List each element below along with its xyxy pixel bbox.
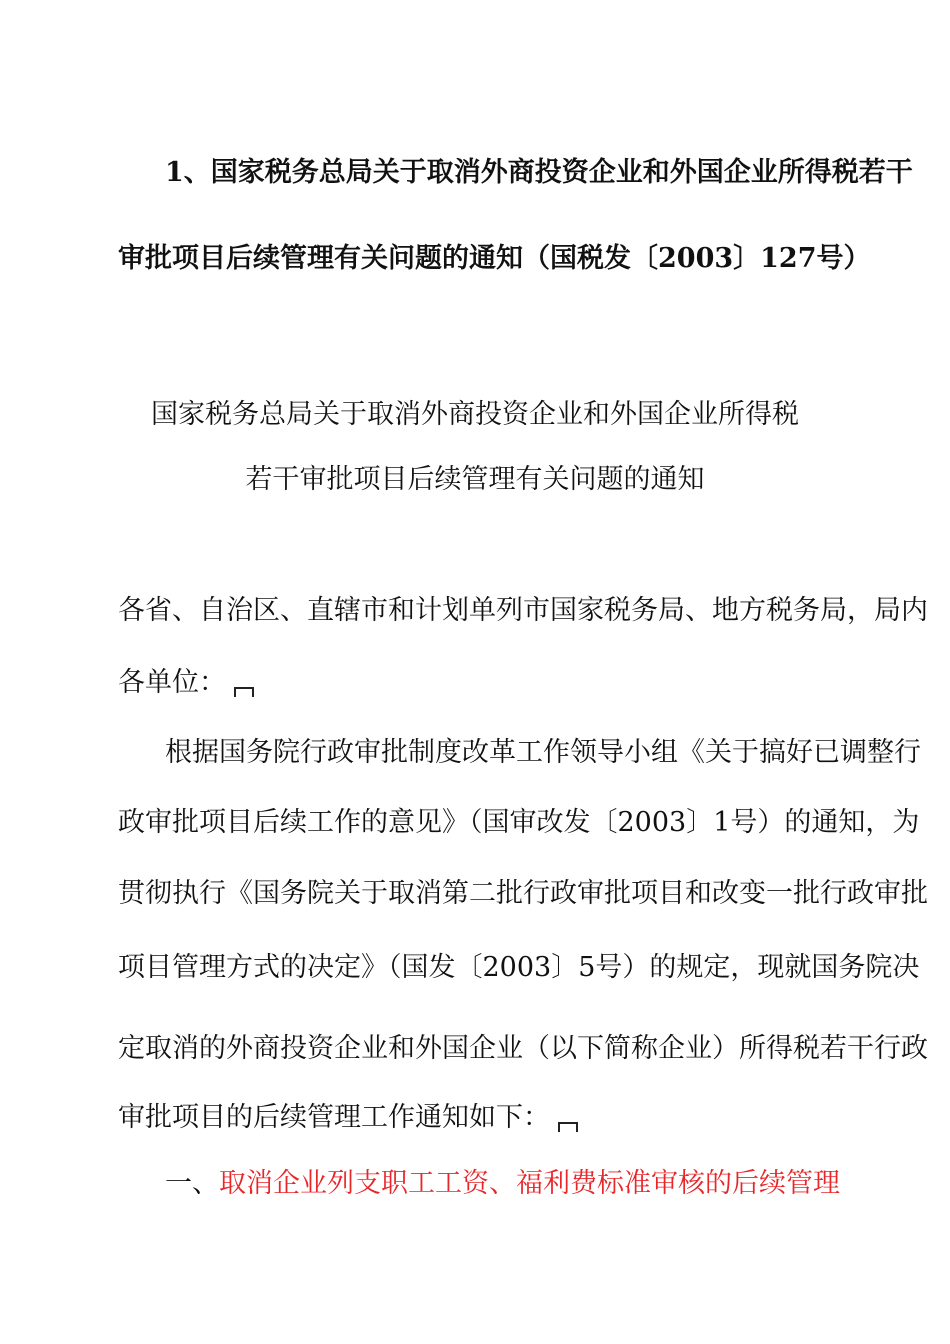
body-line-6 [118,1101,718,1135]
notice-title-line-1: 国家税务总局关于取消外商投资企业和外国企业所得税 [151,399,799,430]
body-line-6-text: 审批项目的后续管理工作通知如下： [118,1102,550,1133]
addressee-line-1: 各省、自治区、直辖市和计划单列市国家税务局、地方税务局，局内 [118,595,928,626]
heading-line-1: 1、国家税务总局关于取消外商投资企业和外国企业所得税若干 [165,157,913,188]
section-1-title: 取消企业列支职工工资、福利费标准审核的后续管理 [219,1168,840,1199]
body-line-2: 政审批项目后续工作的意见》（国审改发〔2003〕1号）的通知，为 [118,807,920,838]
body-line-3: 贯彻执行《国务院关于取消第二批行政审批项目和改变一批行政审批 [118,878,928,909]
paragraph-mark-icon [558,1122,578,1132]
body-line-5: 定取消的外商投资企业和外国企业（以下简称企业）所得税若干行政 [118,1033,928,1064]
addressee-text: 各单位： [118,667,226,698]
heading-line-2: 审批项目后续管理有关问题的通知（国税发〔2003〕127号） [118,243,871,274]
section-1-number: 一、 [165,1168,219,1199]
section-1-heading [165,1167,865,1201]
body-line-4: 项目管理方式的决定》（国发〔2003〕5号）的规定，现就国务院决 [118,952,920,983]
notice-title-line-2: 若干审批项目后续管理有关问题的通知 [245,464,705,495]
addressee-line-2 [118,666,518,700]
body-line-1: 根据国务院行政审批制度改革工作领导小组《关于搞好已调整行 [165,737,921,768]
paragraph-mark-icon [234,687,254,697]
